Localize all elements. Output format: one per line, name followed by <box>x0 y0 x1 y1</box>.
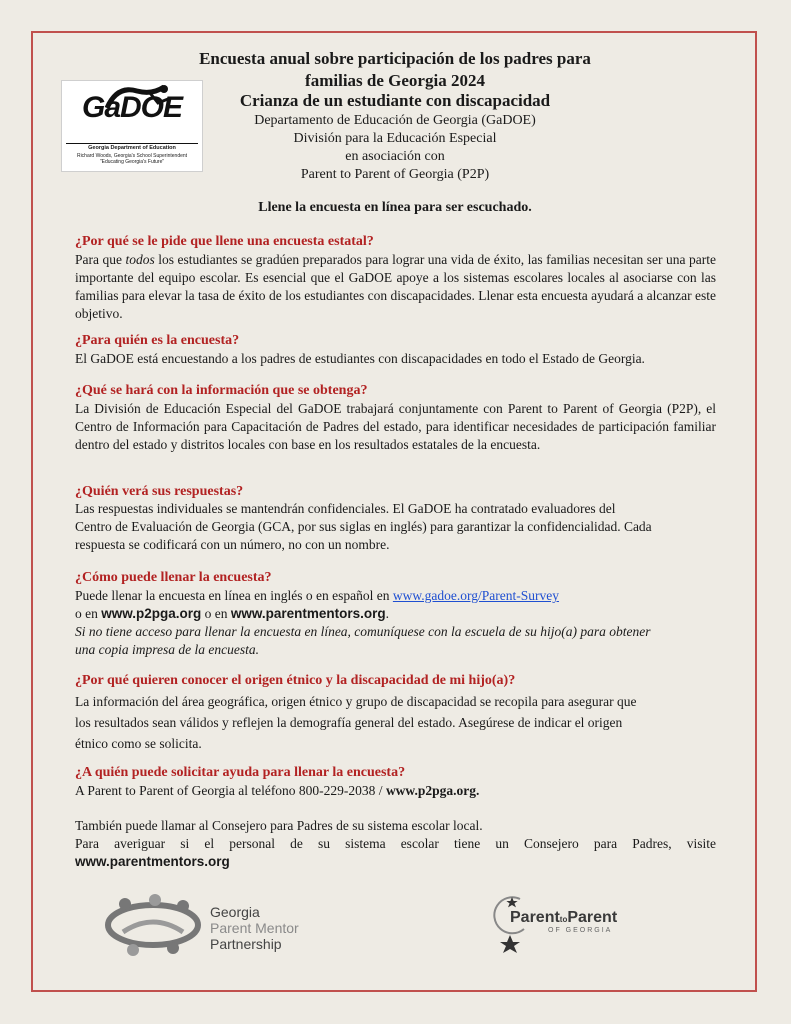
ethnic-line-3: étnico como se solicita. <box>75 736 202 751</box>
p2p-word-2: Parent <box>567 909 618 926</box>
question-help: ¿A quién puede solicitar ayuda para llenar la encuesta? <box>75 765 406 780</box>
question-who-sees: ¿Quién verá sus respuestas? <box>75 484 244 499</box>
how-italic-line-2: una copia impresa de la encuesta. <box>75 642 259 657</box>
answer-help <box>75 782 716 800</box>
question-how: ¿Cómo puede llenar la encuesta? <box>75 570 272 585</box>
p2pga-link[interactable]: www.p2pga.org <box>101 606 202 621</box>
answer-who-for: El GaDOE está encuestando a los padres de estudiantes con discapacidades en todo el Estado de Georgia. <box>75 351 645 366</box>
p2p-to: to <box>559 915 568 924</box>
question-who-for: ¿Para quién es la encuesta? <box>75 333 240 348</box>
answer-why <box>75 251 716 323</box>
how-line-2-post: . <box>385 606 390 621</box>
answer-why-part-a: Para que <box>75 252 126 267</box>
call-to-action: Llene la encuesta en línea para ser escuchado. <box>258 200 532 215</box>
question-what-done: ¿Qué se hará con la información que se obtenga? <box>75 383 368 398</box>
how-italic-line-1: Si no tiene acceso para llenar la encuesta en línea, comuníquese con la escuela de su hijo(a) para obtener <box>75 624 651 639</box>
p2p-word-1: Parent <box>510 909 560 926</box>
answer-how <box>75 587 716 659</box>
how-line-2-pre: o en <box>75 606 102 621</box>
how-line-1-text: Puede llenar la encuesta en línea en inglés o en español en <box>75 588 393 603</box>
council-parentmentors-link[interactable]: www.parentmentors.org <box>75 854 230 869</box>
subheader-line-3: en asociación con <box>345 149 445 164</box>
p2p-tagline: OF GEORGIA <box>548 927 613 934</box>
answer-ethnic <box>75 691 716 754</box>
answer-who-sees <box>75 500 716 554</box>
title-line-2: familias de Georgia 2024 <box>305 71 485 90</box>
subheader-line-2: División para la Educación Especial <box>293 131 497 146</box>
how-line-1 <box>75 587 716 605</box>
motto-line: "Educating Georgia's Future" <box>99 159 165 165</box>
gadoe-superintendent <box>66 153 198 165</box>
council-line-2: Para averiguar si el personal de su sistema escolar tiene un Consejero para Padres, visite <box>75 836 716 851</box>
gpmp-line-1: Georgia <box>210 904 260 920</box>
who-sees-line-3: respuesta se codificará con un número, no con un nombre. <box>75 537 390 552</box>
gadoe-dept-name: Georgia Department of Education <box>66 143 198 151</box>
p2p-logo <box>490 895 670 955</box>
help-text: A Parent to Parent of Georgia al teléfono 800-229-2038 / <box>75 783 386 798</box>
answer-why-part-b: los estudiantes se gradúen preparados para lograr una vida de éxito, las familias necesitan ser una parte importante del equipo escolar. Es esencial que el GaDOE apoye a los sistemas escolares locales al asociarse con las familias para elevar la tasa de éxito de los estudiantes con discapacidades. Llenar esta encuesta ayudará a alcanzar este objetivo. <box>75 252 716 321</box>
title-line-1: Encuesta anual sobre participación de los padres para <box>199 49 591 68</box>
gadoe-wordmark: GaDOE <box>82 91 183 124</box>
how-line-2 <box>75 605 716 623</box>
subheader-line-4: Parent to Parent of Georgia (P2P) <box>300 167 490 182</box>
question-ethnic: ¿Por qué quieren conocer el origen étnico y la discapacidad de mi hijo(a)? <box>75 673 516 688</box>
who-sees-line-1: Las respuestas individuales se mantendrán confidenciales. El GaDOE ha contratado evaluadores del <box>75 501 616 516</box>
title-line-3: Crianza de un estudiante con discapacidad <box>239 91 551 110</box>
gpmp-line-3: Partnership <box>210 936 282 952</box>
superintendent-line: Richard Woods, Georgia's School Superintendent <box>76 153 188 159</box>
answer-why-emphasis: todos <box>125 252 155 267</box>
gpmp-logo <box>103 892 333 958</box>
gpmp-line-2: Parent Mentor <box>210 920 299 936</box>
help-p2pga-link[interactable]: www.p2pga.org. <box>385 783 480 798</box>
answer-what-done: La División de Educación Especial del GaDOE trabajará conjuntamente con Parent to Parent of Georgia (P2P), el Centro de Información para Capacitación de Padres del estado, para identificar necesidades de participación familiar dentro del estado y distritos locales con base en los resultados estatales de la encuesta. <box>75 401 716 452</box>
council-line-1: También puede llamar al Consejero para Padres de su sistema escolar local. <box>75 818 483 833</box>
council-info <box>75 817 716 871</box>
question-why: ¿Por qué se le pide que llene una encuesta estatal? <box>75 234 374 249</box>
who-sees-line-2: Centro de Evaluación de Georgia (GCA, por sus siglas en inglés) para garantizar la confidencialidad. Cada <box>75 519 652 534</box>
gpmp-people-icon <box>103 892 203 958</box>
ethnic-line-1: La información del área geográfica, origen étnico y grupo de discapacidad se recopila para asegurar que <box>75 694 637 709</box>
how-line-2-mid: o en <box>201 606 231 621</box>
gpmp-text <box>210 904 299 952</box>
parentmentors-link[interactable]: www.parentmentors.org <box>230 606 386 621</box>
ethnic-line-2: los resultados sean válidos y reflejen la demografía general del estado. Asegúrese de indicar el origen <box>75 715 623 730</box>
p2p-wordmark <box>510 909 617 927</box>
gadoe-survey-link[interactable]: www.gadoe.org/Parent-Survey <box>392 588 559 603</box>
subheader-line-1: Departamento de Educación de Georgia (GaDOE) <box>254 113 536 128</box>
